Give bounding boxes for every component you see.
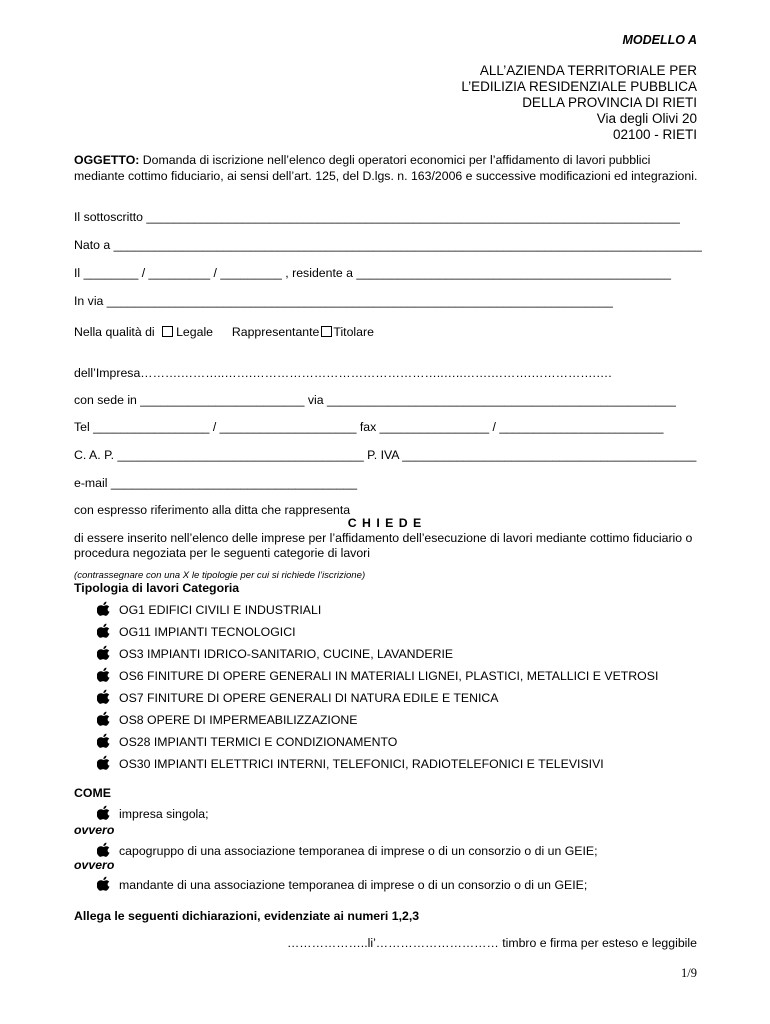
chiede-heading: C H I E D E: [347, 516, 423, 530]
category-item[interactable]: [97, 733, 397, 749]
option-item[interactable]: [97, 805, 209, 821]
category-item[interactable]: [97, 755, 604, 771]
category-item[interactable]: [97, 689, 498, 705]
recipient-line: Via degli Olivi 20: [596, 111, 697, 126]
qualita-legale: Legale: [176, 325, 214, 339]
modello-label: MODELLO A: [622, 33, 697, 47]
option-label: capogruppo di una associazione temporanea di imprese o di un consorzio o di un GEIE;: [119, 844, 598, 858]
recipient-line: ALL’AZIENDA TERRITORIALE PER: [479, 63, 697, 78]
qualita-titolare: Titolare: [333, 325, 374, 339]
option-item[interactable]: [97, 876, 587, 892]
category-label: OS7 FINITURE DI OPERE GENERALI DI NATURA EDILE E TENICA: [119, 691, 499, 705]
apple-icon: [97, 876, 111, 891]
category-label: OS30 IMPIANTI ELETTRICI INTERNI, TELEFONICI, RADIOTELEFONICI E TELEVISIVI: [119, 757, 604, 771]
recipient-line: L’EDILIZIA RESIDENZIALE PUBBLICA: [461, 79, 697, 94]
category-item[interactable]: [97, 601, 321, 617]
riferimento-text: con espresso riferimento alla ditta che rappresenta: [74, 503, 351, 517]
tipologia-heading: Tipologia di lavori Categoria: [74, 581, 240, 595]
apple-icon: [97, 689, 111, 704]
apple-icon: [97, 805, 111, 820]
checkbox-icon[interactable]: [162, 326, 173, 337]
chiede-text: di essere inserito nell’elenco delle imprese per l’affidamento dell’esecuzione di lavori mediante cottimo fiduciario o procedura negoziata per le seguenti categorie di lavori: [74, 531, 693, 560]
checkbox-icon[interactable]: [321, 326, 332, 337]
option-label: mandante di una associazione temporanea di imprese o di un consorzio o di un GEIE;: [119, 878, 588, 892]
recipient-line: 02100 - RIETI: [612, 127, 697, 142]
qualita-prefix: Nella qualità di: [74, 325, 155, 339]
qualita-rappresentante: Rappresentante: [231, 325, 320, 339]
category-label: OG11 IMPIANTI TECNOLOGICI: [119, 625, 296, 639]
field-sottoscritto[interactable]: Il sottoscritto ______________________________________________________________________________: [74, 210, 680, 224]
ovvero-label: ovvero: [74, 823, 115, 837]
field-data-residente[interactable]: Il ________ / _________ / _________ , residente a ______________________________________________: [74, 266, 671, 280]
category-label: OG1 EDIFICI CIVILI E INDUSTRIALI: [119, 603, 322, 617]
field-qualita: [74, 325, 374, 339]
category-item[interactable]: [97, 667, 658, 683]
category-label: OS8 OPERE DI IMPERMEABILIZZAZIONE: [119, 713, 358, 727]
apple-icon: [97, 601, 111, 616]
category-label: OS6 FINITURE DI OPERE GENERALI IN MATERIALI LIGNEI, PLASTICI, METALLICI E VETROSI: [119, 669, 659, 683]
category-label: OS28 IMPIANTI TERMICI E CONDIZIONAMENTO: [119, 735, 398, 749]
option-item[interactable]: [97, 842, 598, 858]
recipient-line: DELLA PROVINCIA DI RIETI: [522, 95, 697, 110]
come-heading: COME: [74, 786, 111, 800]
apple-icon: [97, 711, 111, 726]
field-sede[interactable]: con sede in ________________________ via ___________________________________________________: [74, 393, 676, 407]
option-label: impresa singola;: [119, 807, 209, 821]
field-email[interactable]: e-mail ____________________________________: [74, 476, 358, 490]
allega-text: Allega le seguenti dichiarazioni, evidenziate ai numeri 1,2,3: [74, 909, 420, 923]
page-number: 1/9: [681, 966, 697, 980]
signature-line[interactable]: ………………..li’………………………… timbro e firma per esteso e leggibile: [287, 936, 697, 950]
selection-note: (contrassegnare con una X le tipologie per cui si richiede l’iscrizione): [74, 570, 366, 581]
field-tel-fax[interactable]: Tel _________________ / ____________________ fax ________________ / ________________________: [74, 420, 664, 434]
apple-icon: [97, 755, 111, 770]
category-item[interactable]: [97, 711, 357, 727]
category-label: OS3 IMPIANTI IDRICO-SANITARIO, CUCINE, LAVANDERIE: [119, 647, 454, 661]
apple-icon: [97, 623, 111, 638]
field-cap-piva[interactable]: C. A. P. ____________________________________ P. IVA ___________________________________________: [74, 448, 697, 462]
oggetto-paragraph: [74, 153, 704, 184]
field-impresa[interactable]: dell’Impresa……….………..…….………………………………………..…..…….……….…………….….: [74, 366, 612, 380]
apple-icon: [97, 842, 111, 857]
apple-icon: [97, 733, 111, 748]
category-item[interactable]: [97, 623, 296, 639]
recipient-address: [461, 63, 697, 143]
field-via[interactable]: In via __________________________________________________________________________: [74, 294, 613, 308]
category-item[interactable]: [97, 645, 453, 661]
ovvero-label: ovvero: [74, 858, 115, 872]
field-nato[interactable]: Nato a ______________________________________________________________________________________: [74, 238, 702, 252]
apple-icon: [97, 667, 111, 682]
oggetto-text: Domanda di iscrizione nell’elenco degli operatori economici per l’affidamento di lavori pubblici mediante cottimo fiduciario, ai sensi dell’art. 125, del D.lgs. n. 163/2006 e successive modificazioni ed integrazioni.: [74, 153, 698, 183]
oggetto-label: OGGETTO:: [74, 153, 140, 167]
apple-icon: [97, 645, 111, 660]
